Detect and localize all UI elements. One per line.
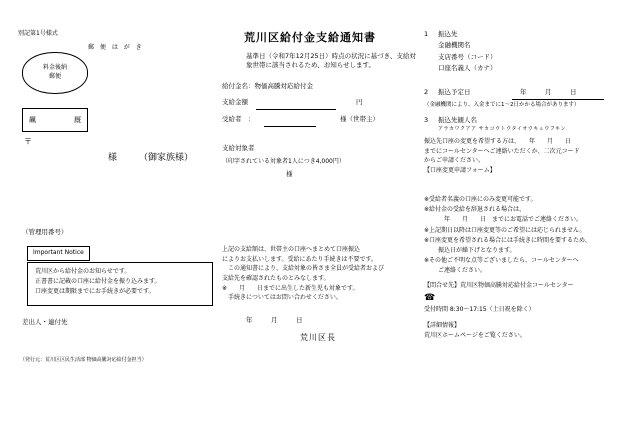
target-person-label: 支給対象者	[222, 144, 255, 152]
recipient-write-in-line	[264, 126, 316, 127]
section-2-title: 振込予定日	[438, 88, 471, 96]
caution-title: ※受給者名義の口座にのみ変更可能です。	[424, 196, 537, 203]
document-subtitle: 基準日（令和7年12月25日）時点の状況に基づき、支給対象世帯に該当されるため、お知らせします。	[246, 52, 416, 70]
address-box-right-char: 厩	[74, 115, 81, 124]
target-person-honorific: 様	[286, 170, 293, 178]
section-3-number: 3	[424, 116, 429, 124]
account-change-form-link[interactable]: 【口座変更申請フォーム】	[424, 167, 496, 175]
recipient-row-suffix: 様（世帯主）	[340, 115, 379, 123]
amount-row-label: 支給金額	[222, 98, 248, 106]
form-number-label: 別記第1号様式	[18, 30, 58, 37]
notice-line-1: 荒川区から給付金のお知らせです。	[35, 268, 131, 275]
transfer-date-note: （金融機関により、入金までに1～2日かかる場合があります）	[424, 102, 580, 108]
recipient-family-label: （御家族様）	[139, 153, 194, 163]
caution-line-5: 振込日が繰下げとなります。	[432, 246, 516, 254]
contact-title: 【問合せ先】荒川区物価高騰対応給付金コールセンター	[424, 282, 574, 289]
payment-note-line-4: 支給先を確認されたものとみなします。	[222, 275, 330, 283]
payment-note-line-2: によりお支払いします。受給にあたり手続きは不要です。	[222, 255, 378, 263]
account-change-instructions	[424, 138, 610, 177]
bank-name-label: 金融機関名	[438, 41, 471, 50]
detail-info-line: 荒川区ホームページをご覧ください。	[424, 331, 526, 339]
issue-date-line: 年 月 日	[246, 316, 309, 324]
payment-note-line-6: 手続きについてはお問い合わせください。	[222, 294, 342, 302]
notice-line-2: 正書書に記載の口座に給付金を振り込みます。	[35, 278, 161, 286]
postage-stamp-line2: 郵便	[48, 73, 61, 80]
recipient-row-label: 受給者 ：	[222, 115, 255, 123]
management-number-label: （管理用番号）	[22, 228, 68, 236]
payment-note-line-5: ※ 月 日までに出生した新生児も対象です。	[222, 284, 359, 292]
caution-line-2: 年 月 日 までにお電話でご連絡ください。	[432, 216, 583, 224]
transfer-date-value: 年 月 日	[520, 88, 583, 96]
sender-address-label: 差出人・連付先	[22, 318, 68, 326]
branch-code-label: 支店番号（コード）	[438, 52, 497, 61]
target-person-sublabel: （印字されている対象者1人につき4,000円）	[222, 158, 345, 165]
account-change-line-2: までにコールセンターへご連絡いただくか、二次元コード	[424, 147, 580, 155]
account-holder-kana-value: アラカワクアア サカコウトウタイオウキュウフキン	[438, 126, 566, 132]
payment-note-line-3: この通知書により、支給対象の皆さま全員が受給者および	[222, 265, 385, 273]
detail-info-block	[424, 322, 614, 341]
recipient-honorific: 様	[108, 153, 118, 163]
caution-line-4: ※口座変更を希望される場合には手続きに時間を要するため、	[424, 236, 591, 244]
caution-line-6: ※その他ご不明な点等ございましたら、コールセンターへ	[424, 257, 579, 265]
amount-write-in-line	[256, 109, 336, 110]
caution-block	[424, 196, 614, 278]
payment-note-line-1: 上記の支給額は、世帯主の口座へまとめて口座振込	[222, 246, 361, 253]
phone-icon: ☎	[424, 292, 436, 303]
important-notice-badge: Important Notice	[27, 246, 90, 261]
postage-stamp-mark	[22, 52, 88, 94]
address-box	[22, 108, 88, 132]
contact-block	[424, 282, 614, 315]
postal-code-icon: 〒	[24, 137, 32, 146]
detail-info-title: 【詳細情報】	[424, 322, 461, 329]
document-title: 荒川区給付金支給通知書	[244, 31, 376, 44]
contact-hours: 受付時間 8:30～17:15（土日祝を除く）	[424, 305, 535, 313]
postcard-label: 郵 便 は が き	[88, 44, 144, 51]
caution-line-7: ご連絡ください。	[432, 267, 487, 275]
section-1-title: 振込先	[438, 30, 458, 38]
payment-note-block	[222, 246, 412, 304]
section-1-bank-info	[438, 30, 588, 76]
notice-box	[27, 262, 213, 306]
address-box-left-char: 飆	[29, 115, 36, 124]
benefit-name-label: 給付金名：物価高騰対応給付金	[222, 82, 313, 90]
notice-line-3: 口座変更は期限までにお手続きが必要です。	[35, 288, 155, 296]
amount-unit-label: 円	[356, 98, 363, 106]
section-1-number: 1	[424, 30, 429, 38]
amount-row	[222, 98, 418, 107]
caution-line-1: ※給付金の受給を辞退される場合は、	[424, 206, 526, 214]
account-holder-kana-label: 口座名義人（カナ）	[438, 64, 497, 73]
postage-stamp-line1: 料金後納	[42, 64, 67, 72]
recipient-row	[222, 115, 422, 124]
recipient-name-line	[108, 152, 193, 166]
issuer-footer-label: （発行元：荒川区区民生活部 物価高騰対応給付金担当）	[20, 357, 147, 363]
account-change-line-1: 振込先口座の変更を希望する方は、 年 月 日	[424, 138, 572, 145]
caution-line-3: ※上記期日以降は口座変更等のご希望には応じられません。	[424, 226, 586, 234]
account-change-line-3: からご申請ください。	[424, 157, 485, 165]
transfer-date-write-in-line	[512, 99, 604, 100]
section-3-title: 振込先観人名	[438, 116, 477, 124]
issuer-signature: 荒川区長	[300, 333, 336, 342]
section-2-number: 2	[424, 88, 429, 96]
